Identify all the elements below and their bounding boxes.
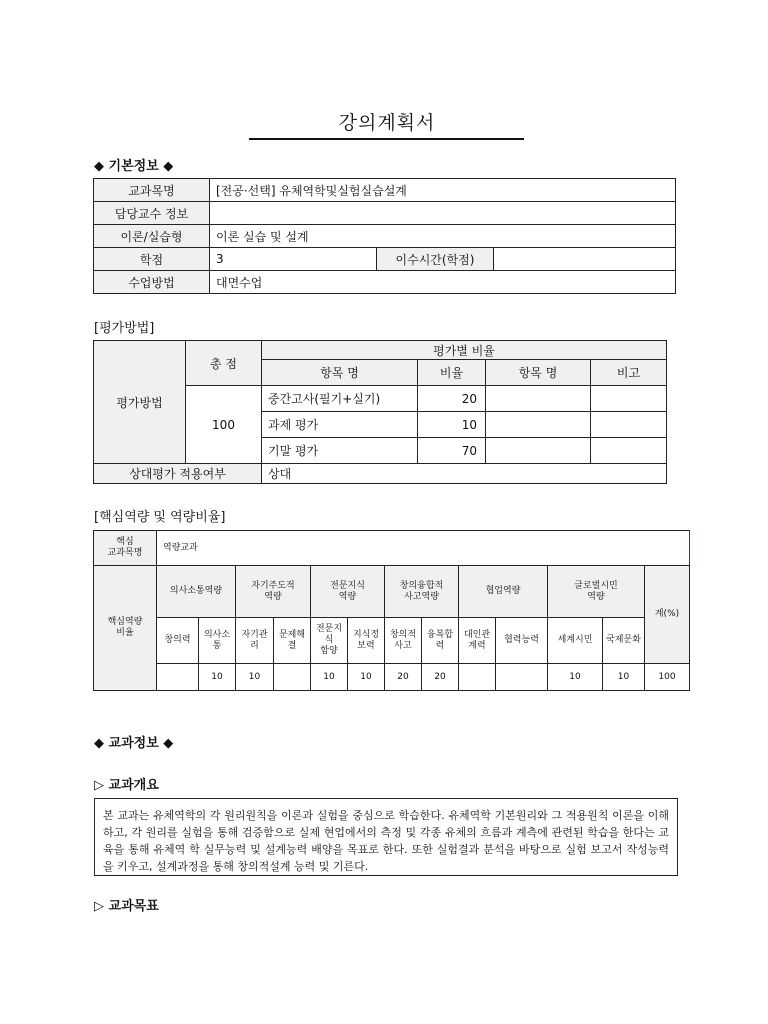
competency-group: 협업역량	[459, 566, 548, 618]
competency-value	[157, 664, 199, 691]
type-label: 이론/실습형	[94, 225, 210, 248]
section-overview: ▷ 교과개요	[94, 778, 159, 793]
title-underline	[249, 138, 524, 140]
details-label: 평가별 비율	[262, 341, 667, 360]
grading-item: 과제 평가	[262, 412, 418, 438]
grading-item2	[486, 386, 591, 412]
grading-table	[93, 340, 667, 484]
competency-value: 10	[548, 664, 603, 691]
section-competency: [핵심역량 및 역량비율]	[94, 510, 226, 525]
type-value: 이론 실습 및 설계	[210, 225, 676, 248]
competency-value	[274, 664, 311, 691]
competency-group: 의사소통역량	[157, 566, 236, 618]
grading-item2	[486, 438, 591, 464]
competency-sub: 전문지 식 함양	[311, 618, 348, 664]
credits-value: 3	[210, 248, 377, 271]
competency-value: 10	[199, 664, 236, 691]
competency-value: 10	[348, 664, 385, 691]
eval-method-label: 평가방법	[94, 341, 186, 464]
credits-label: 학점	[94, 248, 210, 271]
competency-sub: 국제문화	[603, 618, 645, 664]
grading-note	[591, 412, 667, 438]
competency-sub: 문제해 결	[274, 618, 311, 664]
competency-group: 자기주도적 역량	[236, 566, 311, 618]
competency-group: 글로벌시민 역량	[548, 566, 645, 618]
core-course-label: 핵심 교과목명	[94, 531, 157, 566]
page-title: 강의계획서	[338, 112, 436, 134]
sum-value: 100	[645, 664, 690, 691]
hours-label: 이수시간(학점)	[377, 248, 494, 271]
grading-ratio: 20	[418, 386, 486, 412]
relative-eval-label: 상대평가 적용여부	[94, 464, 262, 484]
competency-sub: 세계시민	[548, 618, 603, 664]
course-overview-text: 본 교과는 유체역학의 각 원리원칙을 이론과 실험을 중심으로 학습한다. 유체역학 기본원리와 그 적용원칙 이론을 이해하고, 각 원리를 실험을 통해 검증함으로 실제 현업에서의 측정 및 각종 유체의 흐름과 계측에 관련된 학습을 한다는 교육을 통해 유체역 학 실무능력 및 설계능력 배양을 목표로 한다. 또한 실험결과 분석을 바탕으로 실험 보고서 작성능력을 키우고, 설계과정을 통해 창의적설계 능력 및 기른다.	[94, 798, 678, 876]
grading-ratio: 10	[418, 412, 486, 438]
competency-value	[459, 664, 496, 691]
total-label: 총 점	[186, 341, 262, 386]
relative-eval-value: 상대	[262, 464, 667, 484]
ratio-col-header: 비율	[418, 360, 486, 386]
note-col-header: 비고	[591, 360, 667, 386]
core-course-value: 역량교과	[157, 531, 690, 566]
hours-value	[494, 248, 676, 271]
core-ratio-label: 핵심역량 비율	[94, 566, 157, 691]
course-name-value: [전공·선택] 유체역학및실험실습설계	[210, 179, 676, 202]
professor-label: 담당교수 정보	[94, 202, 210, 225]
competency-sub: 창의력	[157, 618, 199, 664]
total-value: 100	[186, 386, 262, 464]
competency-value	[496, 664, 548, 691]
method-label: 수업방법	[94, 271, 210, 294]
section-course-info: ◆ 교과정보 ◆	[94, 736, 174, 751]
grading-note	[591, 386, 667, 412]
grading-item: 중간고사(필기+실기)	[262, 386, 418, 412]
item-col2-header: 항목 명	[486, 360, 591, 386]
basic-info-table	[93, 178, 676, 294]
item-col-header: 항목 명	[262, 360, 418, 386]
professor-value	[210, 202, 676, 225]
grading-item2	[486, 412, 591, 438]
section-grading: [평가방법]	[94, 321, 155, 336]
competency-value: 10	[311, 664, 348, 691]
competency-sub: 협력능력	[496, 618, 548, 664]
method-value: 대면수업	[210, 271, 676, 294]
competency-sub: 창의적 사고	[385, 618, 422, 664]
competency-sub: 의사소 통	[199, 618, 236, 664]
section-objectives: ▷ 교과목표	[94, 899, 159, 914]
competency-value: 10	[603, 664, 645, 691]
competency-sub: 대인관 계력	[459, 618, 496, 664]
competency-value: 20	[422, 664, 459, 691]
sum-label: 계(%)	[645, 566, 690, 664]
competency-value: 10	[236, 664, 274, 691]
grading-ratio: 70	[418, 438, 486, 464]
competency-sub: 지식정 보력	[348, 618, 385, 664]
course-name-label: 교과목명	[94, 179, 210, 202]
competency-group: 전문지식 역량	[311, 566, 385, 618]
competency-sub: 자기관 리	[236, 618, 274, 664]
competency-group: 창의융합적 사고역량	[385, 566, 459, 618]
grading-item: 기말 평가	[262, 438, 418, 464]
competency-table	[93, 530, 690, 691]
section-basic-info: ◆ 기본정보 ◆	[94, 159, 174, 174]
competency-value: 20	[385, 664, 422, 691]
grading-note	[591, 438, 667, 464]
competency-sub: 융복합 력	[422, 618, 459, 664]
